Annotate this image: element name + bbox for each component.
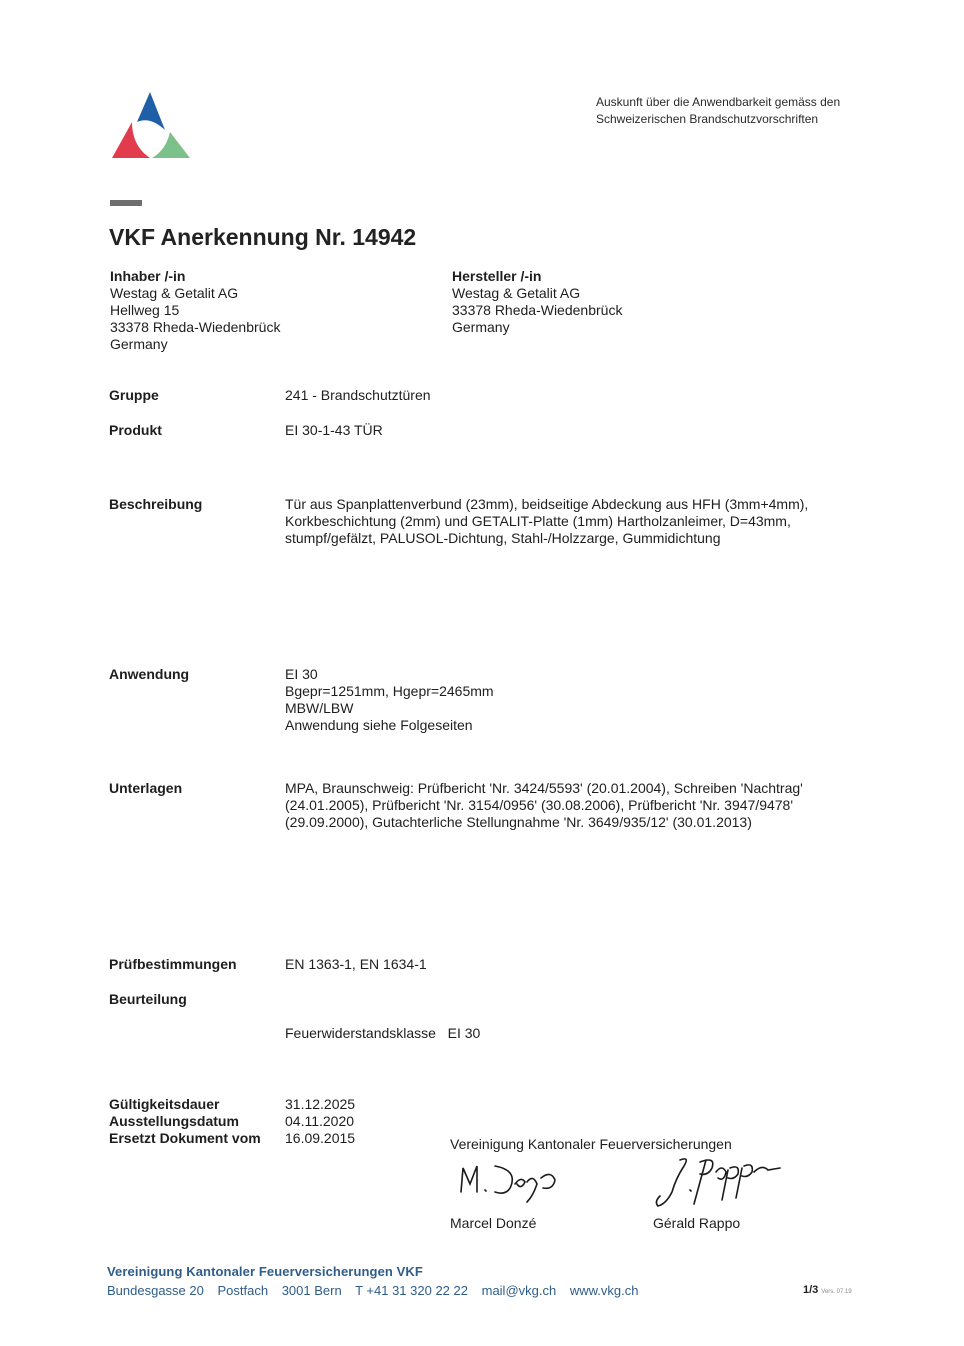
beschreibung-label: Beschreibung [109, 496, 203, 512]
unterlagen-label: Unterlagen [109, 780, 183, 796]
owner-label: Inhaber /-in [110, 268, 186, 284]
page-title: VKF Anerkennung Nr. 14942 [109, 224, 417, 250]
manufacturer-line: 33378 Rheda-Wiedenbrück [452, 302, 623, 318]
manufacturer-line: Germany [452, 319, 510, 335]
manufacturer-block [452, 268, 622, 336]
beschreibung-value [285, 496, 808, 547]
beschreibung-line: Tür aus Spanplattenverbund (23mm), beidseitige Abdeckung aus HFH (3mm+4mm), [285, 496, 809, 512]
footer-address [107, 1283, 648, 1298]
produkt-value [285, 422, 383, 439]
beurteilung-line: Feuerwiderstandsklasse EI 30 [285, 1025, 481, 1041]
footer-city: 3001 Bern [281, 1283, 342, 1298]
unterlagen-line: (24.01.2005), Prüfbericht 'Nr. 3154/0956' (30.08.2006), Prüfbericht 'Nr. 3947/9478' [285, 797, 794, 813]
header-note-line: Schweizerischen Brandschutzvorschriften [596, 112, 819, 126]
unterlagen-value [285, 780, 803, 831]
manufacturer-line: Westag & Getalit AG [452, 285, 581, 301]
anwendung-line: Anwendung siehe Folgeseiten [285, 717, 473, 733]
page-number [803, 1284, 852, 1296]
signer1-name: Marcel Donzé [450, 1215, 537, 1231]
footer-website: www.vkg.ch [569, 1283, 639, 1298]
unterlagen-line: (29.09.2000), Gutachterliche Stellungnahme 'Nr. 3649/935/12' (30.01.2013) [285, 814, 752, 830]
header-note-line: Auskunft über die Anwendbarkeit gemäss den [596, 95, 841, 109]
ausstellung-value: 04.11.2020 [285, 1113, 355, 1129]
footer-street: Bundesgasse 20 [107, 1283, 204, 1298]
gruppe-value [285, 387, 431, 404]
gruppe-line: 241 - Brandschutztüren [285, 387, 431, 403]
ersetzt-label: Ersetzt Dokument vom [109, 1130, 261, 1146]
gueltigkeit-value: 31.12.2025 [285, 1096, 356, 1112]
footer-postbox: Postfach [217, 1283, 269, 1298]
logo-blue-segment [137, 92, 165, 130]
anwendung-label: Anwendung [109, 666, 190, 682]
logo-green-segment [152, 132, 190, 158]
signature-rappo [650, 1152, 785, 1212]
unterlagen-line: MPA, Braunschweig: Prüfbericht 'Nr. 3424/5593' (20.01.2004), Schreiben 'Nachtrag' [285, 780, 803, 796]
pruefbestimmungen-value [285, 956, 427, 973]
version-note: Vers. 07.19 [821, 1289, 852, 1295]
beurteilung-label: Beurteilung [109, 991, 187, 1007]
anwendung-value [285, 666, 494, 734]
anwendung-line: EI 30 [285, 666, 318, 682]
footer-email: mail@vkg.ch [481, 1283, 557, 1298]
ausstellung-label: Ausstellungsdatum [109, 1113, 239, 1129]
beschreibung-line: stumpf/gefälzt, PALUSOL-Dichtung, Stahl-/Holzzarge, Gummidichtung [285, 530, 721, 546]
manufacturer-label: Hersteller /-in [452, 268, 542, 284]
owner-line: Westag & Getalit AG [110, 285, 239, 301]
vkf-logo [110, 92, 192, 162]
produkt-line: EI 30-1-43 TÜR [285, 422, 383, 438]
page-number-value: 1/3 [803, 1284, 819, 1296]
owner-line: 33378 Rheda-Wiedenbrück [110, 319, 281, 335]
ersetzt-value: 16.09.2015 [285, 1130, 356, 1146]
signature-org: Vereinigung Kantonaler Feuerversicherungen [450, 1136, 732, 1152]
pruefbestimmungen-line: EN 1363-1, EN 1634-1 [285, 956, 427, 972]
header-note [596, 94, 840, 128]
anwendung-line: Bgepr=1251mm, Hgepr=2465mm [285, 683, 494, 699]
owner-line: Germany [110, 336, 168, 352]
produkt-label: Produkt [109, 422, 162, 438]
anwendung-line: MBW/LBW [285, 700, 354, 716]
divider-bar [110, 200, 142, 206]
gueltigkeit-label: Gültigkeitsdauer [109, 1096, 220, 1112]
signer2-name: Gérald Rappo [653, 1215, 741, 1231]
logo-red-segment [112, 122, 150, 158]
owner-block [110, 268, 280, 353]
owner-line: Hellweg 15 [110, 302, 180, 318]
footer-org: Vereinigung Kantonaler Feuerversicherungen VKF [107, 1264, 423, 1279]
signature-donze [455, 1156, 570, 1206]
footer-phone: T +41 31 320 22 22 [355, 1283, 468, 1298]
beurteilung-value [285, 991, 480, 1059]
pruefbestimmungen-label: Prüfbestimmungen [109, 956, 237, 972]
beschreibung-line: Korkbeschichtung (2mm) und GETALIT-Platte (1mm) Hartholzanleimer, D=43mm, [285, 513, 791, 529]
gruppe-label: Gruppe [109, 387, 159, 403]
